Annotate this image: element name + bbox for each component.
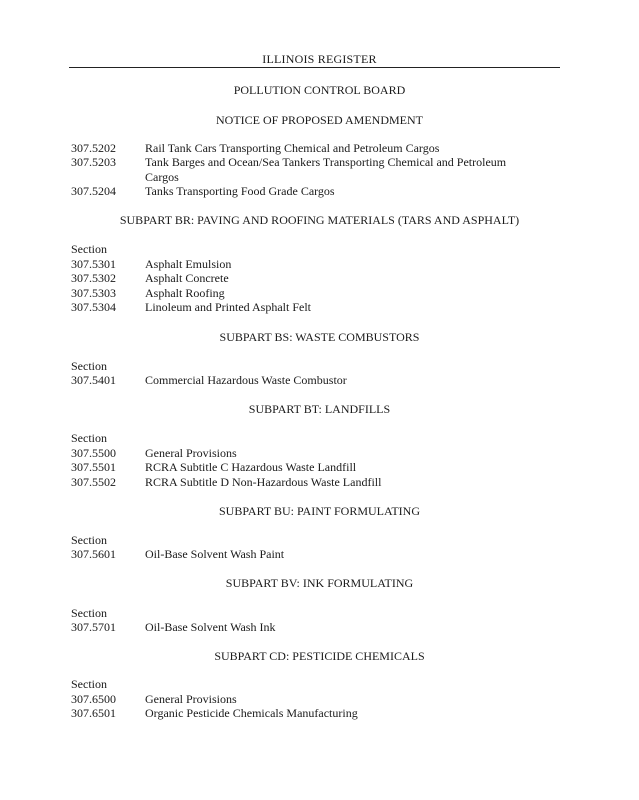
section-title: Oil-Base Solvent Wash Paint <box>145 547 285 561</box>
section-title: RCRA Subtitle C Hazardous Waste Landfill <box>145 460 357 474</box>
section-label: Section <box>71 359 107 373</box>
section-number: 307.5500 <box>71 446 116 460</box>
section-label: Section <box>71 431 107 445</box>
section-title: Oil-Base Solvent Wash Ink <box>145 620 276 634</box>
section-number: 307.5203 <box>71 155 116 169</box>
section-title: Asphalt Roofing <box>145 286 225 300</box>
section-label: Section <box>71 677 107 691</box>
section-number: 307.6501 <box>71 706 116 720</box>
section-number: 307.5401 <box>71 373 116 387</box>
section-number: 307.5304 <box>71 300 116 314</box>
subpart-heading: SUBPART BS: WASTE COMBUSTORS <box>219 330 420 344</box>
section-number: 307.5301 <box>71 257 116 271</box>
section-title: Commercial Hazardous Waste Combustor <box>145 373 347 387</box>
subpart-heading: SUBPART CD: PESTICIDE CHEMICALS <box>214 649 425 663</box>
section-number: 307.5701 <box>71 620 116 634</box>
subpart-heading: SUBPART BV: INK FORMULATING <box>225 576 414 590</box>
section-number: 307.5302 <box>71 271 116 285</box>
subpart-heading: SUBPART BU: PAINT FORMULATING <box>219 504 420 518</box>
section-title: Organic Pesticide Chemicals Manufacturing <box>145 706 358 720</box>
section-title: Linoleum and Printed Asphalt Felt <box>145 300 311 314</box>
subpart-heading: SUBPART BT: LANDFILLS <box>248 402 391 416</box>
section-number: 307.6500 <box>71 692 116 706</box>
section-number: 307.5501 <box>71 460 116 474</box>
section-title: General Provisions <box>145 446 237 460</box>
section-number: 307.5303 <box>71 286 116 300</box>
board-name: POLLUTION CONTROL BOARD <box>233 83 406 97</box>
section-number: 307.5502 <box>71 475 116 489</box>
subpart-heading: SUBPART BR: PAVING AND ROOFING MATERIALS (TARS AND ASPHALT) <box>119 213 520 227</box>
section-title: Tank Barges and Ocean/Sea Tankers Transporting Chemical and Petroleum Cargos <box>145 155 507 184</box>
section-number: 307.5601 <box>71 547 116 561</box>
section-title: Asphalt Emulsion <box>145 257 232 271</box>
register-title: ILLINOIS REGISTER <box>262 52 377 66</box>
section-label: Section <box>71 242 107 256</box>
section-number: 307.5204 <box>71 184 116 198</box>
section-number: 307.5202 <box>71 141 116 155</box>
section-label: Section <box>71 533 107 547</box>
section-title: Rail Tank Cars Transporting Chemical and Petroleum Cargos <box>145 141 440 155</box>
section-label: Section <box>71 606 107 620</box>
notice-title: NOTICE OF PROPOSED AMENDMENT <box>215 113 424 127</box>
header-divider <box>69 67 560 68</box>
section-title: Asphalt Concrete <box>145 271 229 285</box>
section-title: Tanks Transporting Food Grade Cargos <box>145 184 335 198</box>
section-title: General Provisions <box>145 692 237 706</box>
section-title: RCRA Subtitle D Non-Hazardous Waste Landfill <box>145 475 382 489</box>
